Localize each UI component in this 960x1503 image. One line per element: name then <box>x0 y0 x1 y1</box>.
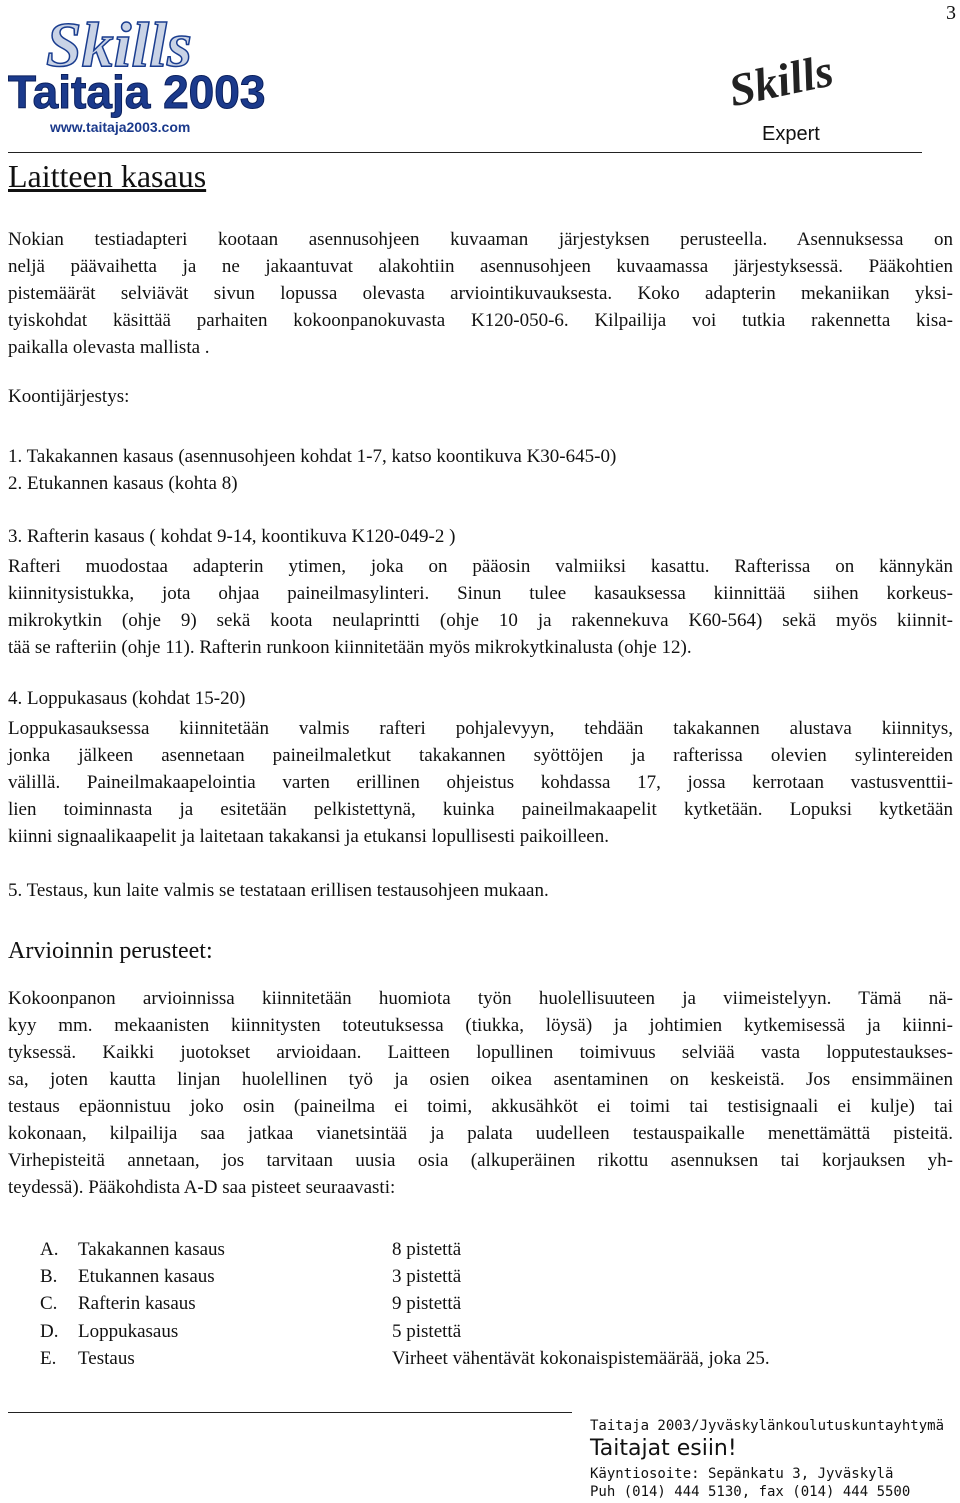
step-4-line: välillä. Paineilmakaapelointia varten erillinen ohjeistus kohdassa 17, jossa kerrotaan vastusventtii- <box>8 772 953 793</box>
logo-right-subtitle: Expert <box>762 123 820 145</box>
step-4-line: lien toiminnasta ja esitetään pelkistettynä, kuinka paineilmakaapelit kytketään. Lopuksi kytketään <box>8 799 953 820</box>
footer-phone: Puh (014) 444 5130, fax (014) 444 5500 <box>590 1484 911 1500</box>
skills-expert-logo <box>720 18 840 148</box>
intro-line: pistemäärät selviävät sivun lopussa olevasta arviointikuvauksesta. Koko adapterin mekaniikan yksi- <box>8 283 953 304</box>
step-2: 2. Etukannen kasaus (kohta 8) <box>8 473 238 494</box>
footer-slogan: Taitajat esiin! <box>590 1436 737 1461</box>
footer-divider <box>8 1412 572 1413</box>
grading-item-name: Rafterin kasaus <box>78 1293 196 1314</box>
step-5: 5. Testaus, kun laite valmis se testataan erillisen testausohjeen mukaan. <box>8 880 549 901</box>
grading-points: 3 pistettä <box>392 1266 462 1287</box>
grading-points: 9 pistettä <box>392 1293 462 1314</box>
criteria-line: tyksessä. Kaikki juotokset arvioidaan. Laitteen lopullinen toimivuus selviää vasta lopputestaukses- <box>8 1042 953 1063</box>
page-number: 3 <box>946 2 956 24</box>
step-3-line: kiinnitysistukka, jota ohjaa paineilmasylinteri. Sinun tulee kasauksessa kiinnittää siihen korkeus- <box>8 583 953 604</box>
grading-row <box>40 1239 920 1265</box>
logo-left-title: Taitaja 2003 <box>8 66 266 118</box>
logo-left-url: www.taitaja2003.com <box>50 119 191 135</box>
step-3-line: mikrokytkin (ohje 9) sekä koota neulaprintti (ohje 10 ja rakennekuva K60-564) sekä myös kiinnit- <box>8 610 953 631</box>
criteria-line: teydessä). Pääkohdista A-D saa pisteet seuraavasti: <box>8 1177 396 1198</box>
criteria-line: Kokoonpanon arvioinnissa kiinnitetään huomiota työn huolellisuuteen ja viimeistelyyn. Tämä nä- <box>8 988 953 1009</box>
grading-row <box>40 1348 920 1374</box>
step-3-line: tää se rafteriin (ohje 11). Rafterin runkoon kiinnitetään myös mikrokytkinalusta (ohje 12). <box>8 637 692 658</box>
page-title: Laitteen kasaus <box>8 158 207 194</box>
grading-points: Virheet vähentävät kokonaispistemäärää, joka 25. <box>392 1348 770 1369</box>
criteria-line: kyy mm. mekaanisten kiinnitysten toteutuksessa (tiukka, löysä) ja johtimien kytkemisessä ja kiinni- <box>8 1015 953 1036</box>
grading-row <box>40 1293 920 1319</box>
grading-letter: C. <box>40 1293 58 1314</box>
grading-letter: D. <box>40 1321 59 1342</box>
assembly-order-heading: Koontijärjestys: <box>8 386 130 407</box>
criteria-heading: Arvioinnin perusteet: <box>8 938 213 964</box>
step-3: 3. Rafterin kasaus ( kohdat 9-14, koontikuva K120-049-2 ) <box>8 526 456 547</box>
grading-points: 8 pistettä <box>392 1239 462 1260</box>
grading-item-name: Testaus <box>78 1348 135 1369</box>
step-3-line: Rafteri muodostaa adapterin ytimen, joka on pääosin valmiiksi kasattu. Rafterissa on kännykän <box>8 556 953 577</box>
grading-row <box>40 1266 920 1292</box>
intro-line: tyiskohdat käsittää parhaiten kokoonpanokuvasta K120-050-6. Kilpailija voi tutkia rakennetta kisa- <box>8 310 953 331</box>
grading-letter: A. <box>40 1239 59 1260</box>
criteria-line: Virhepisteitä annetaan, jos tarvitaan uusia osia (alkuperäinen rikottu asennuksen tai korjauksen yh- <box>8 1150 953 1171</box>
criteria-line: kokonaan, kilpailija saa jatkaa vianetsintää ja palata uudelleen testauspaikalle menettämättä pisteitä. <box>8 1123 953 1144</box>
grading-points: 5 pistettä <box>392 1321 462 1342</box>
logo-right-skills-wordmark: Skills <box>724 44 838 117</box>
step-4-line: jonka jälkeen asennetaan paineilmaletkut takakannen syöttöjen ja rafterissa olevien sylintereiden <box>8 745 953 766</box>
grading-item-name: Loppukasaus <box>78 1321 179 1342</box>
step-4-line: Loppukasauksessa kiinnitetään valmis rafteri pohjalevyyn, tehdään takakannen alustava kiinnitys, <box>8 718 953 739</box>
intro-line: neljä päävaihetta ja ne jakaantuvat alakohtiin asennusohjeen kuvaamassa järjestyksessä. Pääkohtien <box>8 256 953 277</box>
taitaja-2003-logo <box>6 4 268 136</box>
grading-letter: B. <box>40 1266 58 1287</box>
header-divider <box>8 152 922 153</box>
grading-item-name: Etukannen kasaus <box>78 1266 215 1287</box>
step-4-description <box>8 715 953 850</box>
criteria-line: testaus epäonnistuu joko osin (paineilma ei toimi, akkusähköt ei toimi tai testisignaali ei kulje) tai <box>8 1096 953 1117</box>
step-4: 4. Loppukasaus (kohdat 15-20) <box>8 688 246 709</box>
criteria-paragraph <box>8 985 953 1201</box>
step-4-line: kiinni signaalikaapelit ja laitetaan takakansi ja etukansi lopullisesti paikoilleen. <box>8 826 609 847</box>
criteria-line: sa, joten kautta linjan huolellinen työ ja osien oikea asentaminen on keskeistä. Jos ensimmäinen <box>8 1069 953 1090</box>
step-1: 1. Takakannen kasaus (asennusohjeen kohdat 1-7, katso koontikuva K30-645-0) <box>8 446 617 467</box>
footer-organization: Taitaja 2003/Jyväskylänkoulutuskuntayhtymä <box>590 1418 945 1434</box>
grading-row <box>40 1321 920 1347</box>
intro-line: paikalla olevasta mallista . <box>8 337 210 358</box>
grading-letter: E. <box>40 1348 57 1369</box>
logo-left-skills-wordmark: Skills <box>46 9 192 80</box>
intro-paragraph <box>8 226 953 361</box>
footer-address: Käyntiosoite: Sepänkatu 3, Jyväskylä <box>590 1466 894 1482</box>
intro-line: Nokian testiadapteri kootaan asennusohjeen kuvaaman järjestyksen perusteella. Asennuksessa on <box>8 229 953 250</box>
grading-item-name: Takakannen kasaus <box>78 1239 225 1260</box>
step-3-description <box>8 553 953 661</box>
